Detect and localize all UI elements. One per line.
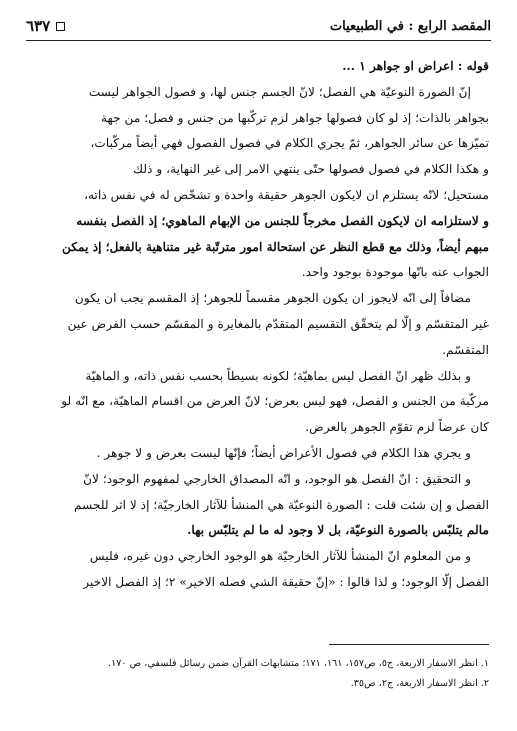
chapter-title: المقصد الرابع : في الطبيعيات xyxy=(329,18,491,34)
running-header xyxy=(26,12,491,41)
text-line: بجواهر بالذات؛ إذ لو كان فصولها جواهر لزم تركّبها من جنس و فصل؛ من جهة xyxy=(100,110,489,125)
text-line: و يجري هذا الكلام في فصول الأعراض أيضاً؛ فإنّها ليست بعرض و لا جوهر . xyxy=(96,445,471,460)
text-line: مركّبة من الجنس و الفصل، فهو ليس بعرض؛ لانّ العرض من اقسام الماهيّة، مع انّه لو xyxy=(61,394,489,409)
text-line: غير المتقسّم و إلّا لم يتحقّق التقسيم المتقدّم بالمغايرة و المقسّم حسب الفرض عين xyxy=(67,316,489,331)
footnote-divider xyxy=(329,644,489,645)
commentary-heading: قوله : اعراض او جواهر ١ ... xyxy=(342,59,489,73)
text-line: تميّزها عن سائر الجواهر، ثمّ يجري الكلام في فصول الفصول فهي أيضاً مركّبات، xyxy=(90,136,489,151)
text-line: الفصل إلّا الوجود؛ و لذا قالوا : «إنّ حقيقة الشي فصله الاخير» ٢؛ إذ الفصل الاخير xyxy=(83,574,489,589)
page-number: ٦٣٧ xyxy=(26,17,51,35)
footnotes xyxy=(28,654,489,694)
text-line: مستحيل؛ لانّه يستلزم ان لايكون الجوهر حقيقة واحدة و تشخّص له في نفس ذاته، xyxy=(84,187,489,202)
footnote: ١. انظر الاسفار الاربعة، ج٥، ص١٥٧، ١٦١، ١٧١؛ متشابهات القرآن ضمن رسائل فلسفي، ص ١٧٠. xyxy=(108,658,489,669)
text-line: و هكذا الكلام في فصول فصولها حتّى ينتهي الامر إلى غير النهاية، و ذلك xyxy=(133,162,489,177)
text-line: و من المعلوم انّ المنشأ للآثار الخارجيّة هو الوجود الخارجي دون غيره، فليس xyxy=(89,549,471,564)
text-line: و لاستلزامه ان لايكون الفصل مخرجاً للجنس من الإبهام الماهوي؛ إذ الفصل بنفسه xyxy=(76,213,489,228)
text-line: مالم يتلبّس بالصورة النوعيّة، بل لا وجود له ما لم يتلبّس بها. xyxy=(187,523,489,538)
text-line: إنّ الصورة النوعيّة هي الفصل؛ لانّ الجسم جنس لها، و فصول الجواهر ليست xyxy=(88,84,471,99)
text-line: الفصل و إن شئت قلت : الصورة النوعيّة هي المنشأ للآثار الخارجيّة؛ إذ لا اثر للجسم xyxy=(74,497,489,512)
square-ornament-icon xyxy=(56,22,65,31)
main-text xyxy=(28,54,489,596)
text-line: مضافاً إلى انّه لايجوز ان يكون الجوهر مقسماً للجوهر؛ إذ المقسم يجب ان يكون xyxy=(74,291,471,306)
text-line: كان عرضاً لزم تقوّم الجوهر بالعرض. xyxy=(305,420,489,435)
text-line: و بذلك ظهر انّ الفصل ليس بماهيّة؛ لكونه بسيطاً بحسب نفس ذاته، و الماهيّة xyxy=(85,368,471,383)
text-line: الجواب عنه بانّها موجودة بوجود واحد. xyxy=(301,265,489,280)
text-line: المتقسّم. xyxy=(442,342,489,357)
footnote: ٢. انظر الاسفار الاربعة، ج٢، ص٣٥. xyxy=(350,678,489,689)
page-number-group xyxy=(26,17,65,35)
text-line: مبهم أيضاً، وذلك مع قطع النظر عن استحالة امور مترتّبة غير متناهية بالفعل؛ إذ يمكن xyxy=(62,239,489,254)
text-line: و التحقيق : انّ الفصل هو الوجود، و انّه المصداق الخارجي لمفهوم الوجود؛ لانّ xyxy=(83,471,471,486)
